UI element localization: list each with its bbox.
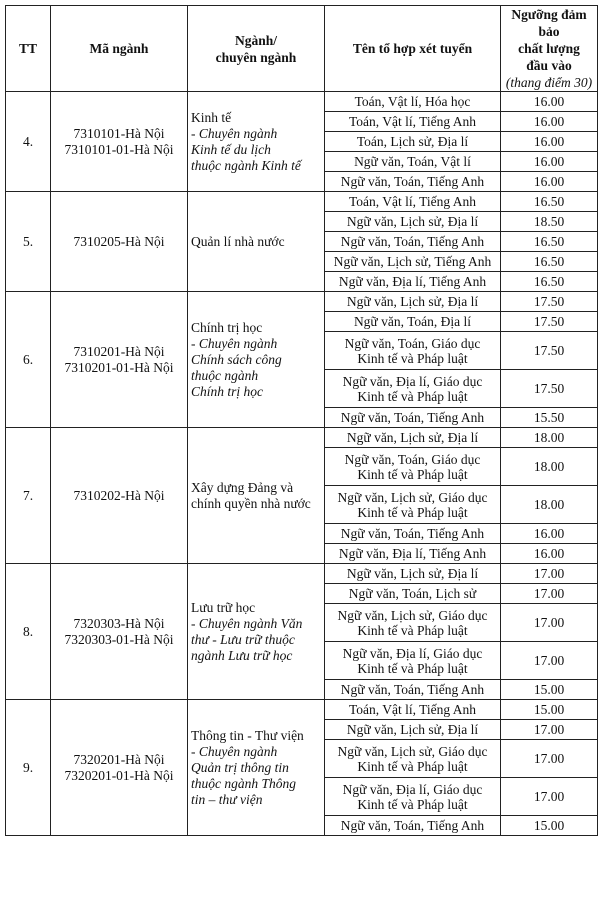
major-name-line: tin – thư viện <box>191 791 263 807</box>
major-code <box>51 428 188 564</box>
threshold-score: 17.50 <box>501 312 598 332</box>
threshold-score: 16.50 <box>501 252 598 272</box>
subject-combination-line: Toán, Vật lí, Hóa học <box>354 94 471 109</box>
subject-combination-line: Kinh tế và Pháp luật <box>357 504 468 520</box>
threshold-score: 17.00 <box>501 642 598 680</box>
subject-combination <box>325 720 501 740</box>
subject-combination <box>325 332 501 370</box>
major-name-line: - Chuyên ngành <box>191 125 278 141</box>
threshold-score: 16.50 <box>501 232 598 252</box>
subject-combination <box>325 700 501 720</box>
threshold-score: 16.00 <box>501 112 598 132</box>
header-major-line: chuyên ngành <box>215 49 297 65</box>
subject-combination <box>325 778 501 816</box>
subject-combination <box>325 680 501 700</box>
threshold-score: 17.50 <box>501 292 598 312</box>
subject-combination-line: Ngữ văn, Toán, Tiếng Anh <box>340 234 485 249</box>
major-code-line: 7310205-Hà Nội <box>73 233 165 249</box>
table-body <box>6 92 598 836</box>
subject-combination <box>325 740 501 778</box>
subject-combination-line: Ngữ văn, Lịch sử, Giáo dục <box>337 607 488 623</box>
subject-combination <box>325 172 501 192</box>
major-name-line: chính quyền nhà nước <box>191 495 311 511</box>
subject-combination-line: Ngữ văn, Lịch sử, Địa lí <box>346 430 479 445</box>
subject-combination <box>325 252 501 272</box>
subject-combination <box>325 604 501 642</box>
threshold-score: 16.00 <box>501 172 598 192</box>
threshold-score: 16.00 <box>501 152 598 172</box>
major-code-line: 7320303-01-Hà Nội <box>64 631 174 647</box>
header-score-line: Ngưỡng đảm bảo <box>511 7 587 39</box>
subject-combination-line: Ngữ văn, Toán, Địa lí <box>353 314 472 329</box>
subject-combination <box>325 428 501 448</box>
threshold-score: 17.00 <box>501 778 598 816</box>
major-name <box>188 292 325 428</box>
header-major <box>188 6 325 92</box>
subject-combination <box>325 486 501 524</box>
subject-combination <box>325 112 501 132</box>
subject-combination-line: Kinh tế và Pháp luật <box>357 466 468 482</box>
subject-combination-line: Ngữ văn, Địa lí, Tiếng Anh <box>338 546 487 561</box>
subject-combination-line: Ngữ văn, Lịch sử, Giáo dục <box>337 743 488 759</box>
subject-combination-line: Ngữ văn, Lịch sử, Địa lí <box>346 294 479 309</box>
major-name-line: Thông tin - Thư viện <box>191 727 304 743</box>
threshold-score: 16.00 <box>501 544 598 564</box>
subject-combination-line: Kinh tế và Pháp luật <box>357 758 468 774</box>
row-number: 5. <box>6 192 51 292</box>
major-name-line: Kinh tế du lịch <box>191 141 271 157</box>
subject-combination-line: Ngữ văn, Toán, Giáo dục <box>344 451 481 467</box>
threshold-score: 17.50 <box>501 332 598 370</box>
subject-combination-line: Ngữ văn, Lịch sử, Địa lí <box>346 722 479 737</box>
subject-combination <box>325 584 501 604</box>
subject-combination <box>325 544 501 564</box>
threshold-score: 18.50 <box>501 212 598 232</box>
table-row <box>6 292 598 312</box>
subject-combination-line: Ngữ văn, Toán, Giáo dục <box>344 335 481 351</box>
subject-combination <box>325 642 501 680</box>
subject-combination <box>325 816 501 836</box>
header-score <box>501 6 598 92</box>
subject-combination-line: Kinh tế và Pháp luật <box>357 622 468 638</box>
major-code <box>51 292 188 428</box>
major-code-line: 7320303-Hà Nội <box>73 615 165 631</box>
major-name-line: - Chuyên ngành <box>191 743 278 759</box>
table-row <box>6 92 598 112</box>
table-header-row <box>6 6 598 92</box>
major-name <box>188 192 325 292</box>
header-code: Mã ngành <box>51 6 188 92</box>
subject-combination-line: Kinh tế và Pháp luật <box>357 388 468 404</box>
header-major-line: Ngành/ <box>234 32 278 48</box>
subject-combination-line: Kinh tế và Pháp luật <box>357 350 468 366</box>
admission-threshold-table <box>5 5 598 836</box>
major-code-line: 7310202-Hà Nội <box>73 487 165 503</box>
row-number: 4. <box>6 92 51 192</box>
header-tt: TT <box>6 6 51 92</box>
threshold-score: 16.00 <box>501 92 598 112</box>
subject-combination <box>325 232 501 252</box>
subject-combination-line: Ngữ văn, Lịch sử, Tiếng Anh <box>333 254 492 269</box>
header-score-scale: (thang điểm 30) <box>505 75 593 90</box>
subject-combination-line: Ngữ văn, Địa lí, Giáo dục <box>342 781 483 797</box>
subject-combination <box>325 132 501 152</box>
major-code-line: 7320201-01-Hà Nội <box>64 767 174 783</box>
subject-combination-line: Ngữ văn, Lịch sử, Địa lí <box>346 566 479 581</box>
major-name-line: - Chuyên ngành Văn <box>191 615 303 631</box>
subject-combination-line: Ngữ văn, Địa lí, Giáo dục <box>342 645 483 661</box>
threshold-score: 15.00 <box>501 680 598 700</box>
major-code-line: 7310201-Hà Nội <box>73 343 165 359</box>
row-number: 8. <box>6 564 51 700</box>
header-combo: Tên tổ hợp xét tuyển <box>325 6 501 92</box>
major-name <box>188 564 325 700</box>
major-code-line: 7310101-Hà Nội <box>73 125 165 141</box>
major-name-line: Chính trị học <box>191 319 263 335</box>
threshold-score: 17.00 <box>501 564 598 584</box>
threshold-score: 17.00 <box>501 584 598 604</box>
threshold-score: 17.00 <box>501 740 598 778</box>
subject-combination-line: Ngữ văn, Toán, Lịch sử <box>348 586 477 601</box>
subject-combination <box>325 312 501 332</box>
subject-combination-line: Ngữ văn, Toán, Tiếng Anh <box>340 818 485 833</box>
threshold-score: 16.50 <box>501 272 598 292</box>
major-name <box>188 700 325 836</box>
subject-combination <box>325 448 501 486</box>
subject-combination-line: Ngữ văn, Lịch sử, Giáo dục <box>337 489 488 505</box>
threshold-score: 15.50 <box>501 408 598 428</box>
subject-combination-line: Toán, Lịch sử, Địa lí <box>356 134 469 149</box>
row-number: 7. <box>6 428 51 564</box>
threshold-score: 16.00 <box>501 132 598 152</box>
major-code <box>51 192 188 292</box>
subject-combination <box>325 272 501 292</box>
subject-combination <box>325 152 501 172</box>
major-name-line: Kinh tế <box>191 109 232 125</box>
major-name-line: thuộc ngành Thông <box>191 775 297 791</box>
threshold-score: 15.00 <box>501 700 598 720</box>
major-name-line: Quản lí nhà nước <box>191 233 285 249</box>
subject-combination <box>325 212 501 232</box>
subject-combination <box>325 292 501 312</box>
threshold-score: 15.00 <box>501 816 598 836</box>
threshold-score: 16.50 <box>501 192 598 212</box>
major-code-line: 7320201-Hà Nội <box>73 751 165 767</box>
subject-combination-line: Ngữ văn, Lịch sử, Địa lí <box>346 214 479 229</box>
subject-combination <box>325 370 501 408</box>
threshold-score: 18.00 <box>501 428 598 448</box>
subject-combination-line: Ngữ văn, Toán, Tiếng Anh <box>340 682 485 697</box>
subject-combination-line: Toán, Vật lí, Tiếng Anh <box>348 194 477 209</box>
major-name-line: Lưu trữ học <box>191 599 256 615</box>
header-score-line: chất lượng <box>518 41 580 56</box>
major-code <box>51 564 188 700</box>
threshold-score: 18.00 <box>501 448 598 486</box>
major-name-line: thư - Lưu trữ thuộc <box>191 631 295 647</box>
subject-combination-line: Ngữ văn, Toán, Tiếng Anh <box>340 526 485 541</box>
subject-combination <box>325 92 501 112</box>
subject-combination <box>325 192 501 212</box>
threshold-score: 18.00 <box>501 486 598 524</box>
major-name-line: ngành Lưu trữ học <box>191 647 293 663</box>
subject-combination <box>325 524 501 544</box>
major-name <box>188 92 325 192</box>
threshold-score: 17.00 <box>501 604 598 642</box>
major-name-line: Chính sách công <box>191 351 282 367</box>
subject-combination <box>325 408 501 428</box>
major-name <box>188 428 325 564</box>
subject-combination <box>325 564 501 584</box>
header-score-line: đầu vào <box>526 58 572 73</box>
major-name-line: Quản trị thông tin <box>191 759 289 775</box>
major-name-line: Xây dựng Đảng và <box>191 479 294 495</box>
major-code <box>51 700 188 836</box>
table-row <box>6 192 598 212</box>
table-row <box>6 700 598 720</box>
major-name-line: Chính trị học <box>191 383 264 399</box>
subject-combination-line: Kinh tế và Pháp luật <box>357 796 468 812</box>
subject-combination-line: Ngữ văn, Toán, Tiếng Anh <box>340 174 485 189</box>
major-code-line: 7310201-01-Hà Nội <box>64 359 174 375</box>
subject-combination-line: Ngữ văn, Địa lí, Giáo dục <box>342 373 483 389</box>
row-number: 6. <box>6 292 51 428</box>
table-row <box>6 428 598 448</box>
threshold-score: 16.00 <box>501 524 598 544</box>
major-name-line: thuộc ngành <box>191 367 259 383</box>
subject-combination-line: Ngữ văn, Toán, Tiếng Anh <box>340 410 485 425</box>
subject-combination-line: Kinh tế và Pháp luật <box>357 660 468 676</box>
major-name-line: thuộc ngành Kinh tế <box>191 157 301 173</box>
table-row <box>6 564 598 584</box>
subject-combination-line: Toán, Vật lí, Tiếng Anh <box>348 702 477 717</box>
threshold-score: 17.50 <box>501 370 598 408</box>
subject-combination-line: Ngữ văn, Toán, Vật lí <box>354 154 471 169</box>
major-code-line: 7310101-01-Hà Nội <box>64 141 174 157</box>
subject-combination-line: Toán, Vật lí, Tiếng Anh <box>348 114 477 129</box>
threshold-score: 17.00 <box>501 720 598 740</box>
major-code <box>51 92 188 192</box>
major-name-line: - Chuyên ngành <box>191 335 278 351</box>
subject-combination-line: Ngữ văn, Địa lí, Tiếng Anh <box>338 274 487 289</box>
row-number: 9. <box>6 700 51 836</box>
